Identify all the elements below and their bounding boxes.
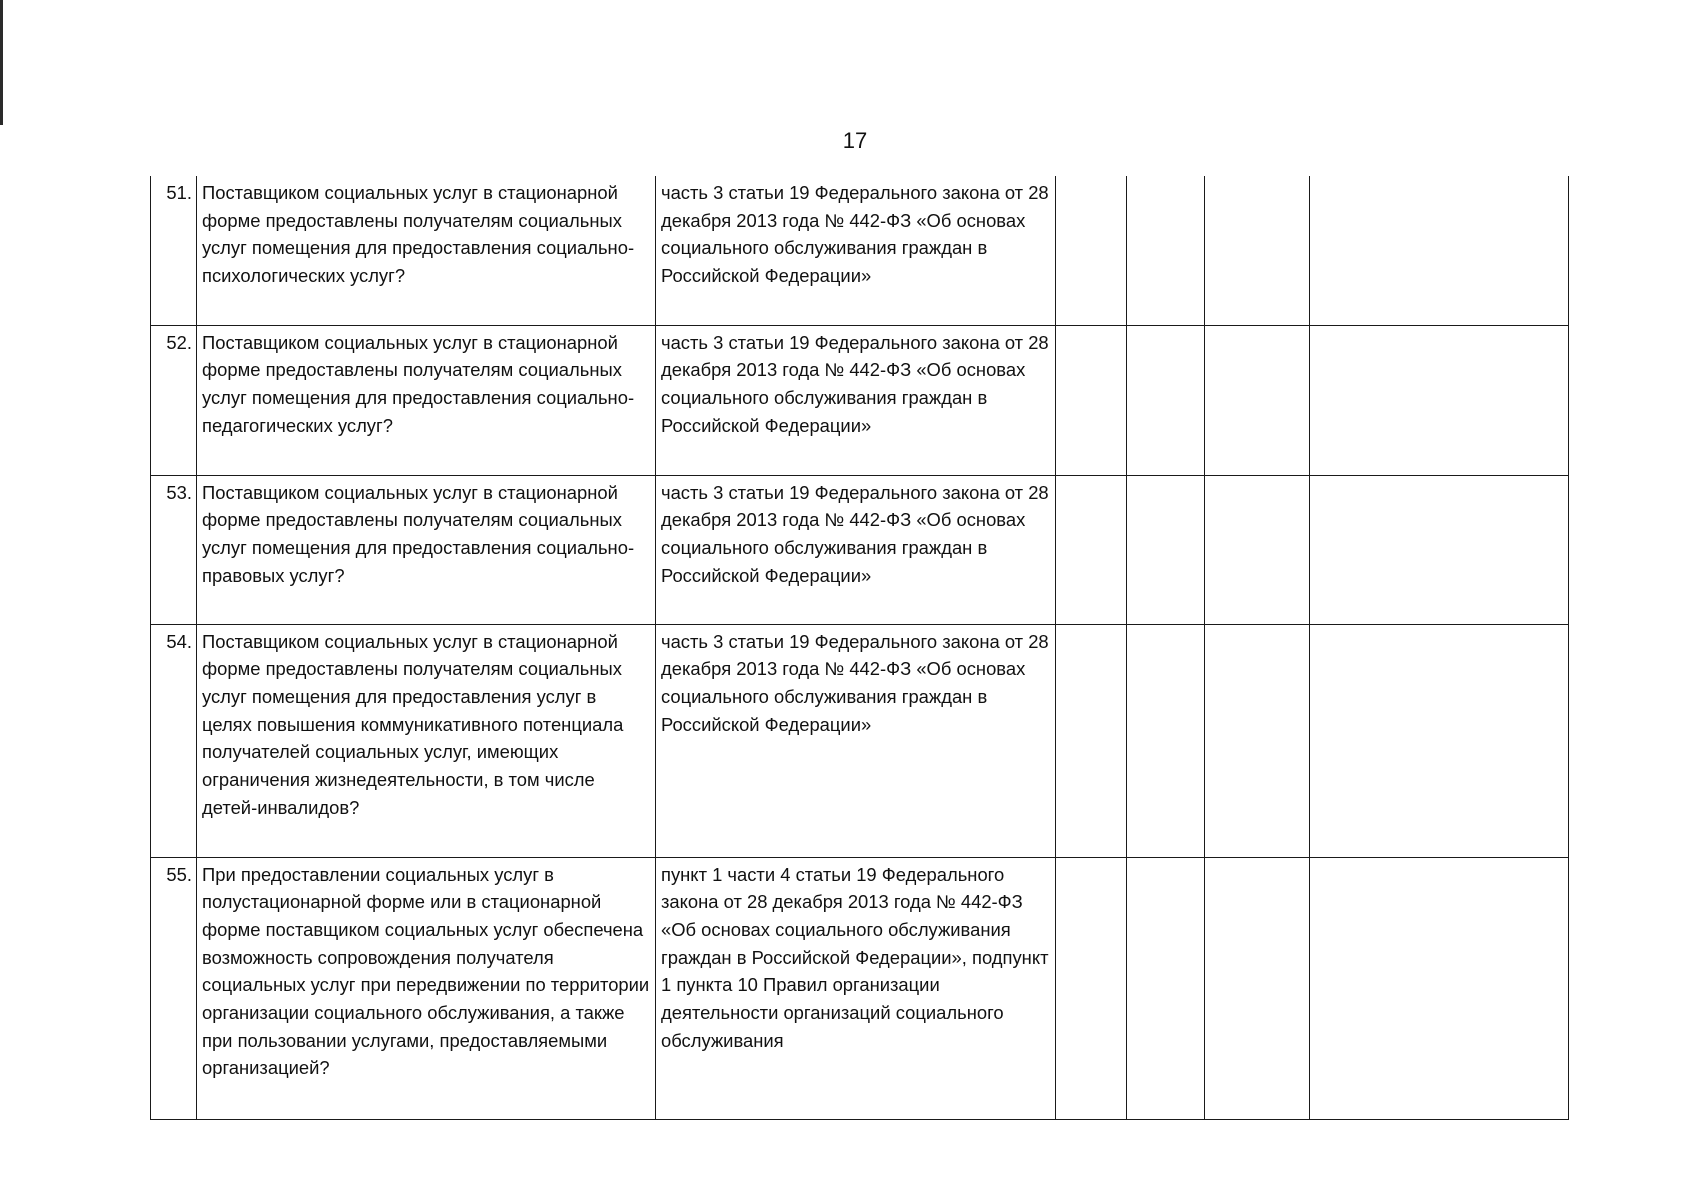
row-number: 51. [151, 176, 197, 325]
question-cell [197, 325, 656, 475]
question-cell [197, 857, 656, 1119]
reference-cell [656, 857, 1056, 1119]
answer-yes-cell[interactable] [1056, 475, 1127, 624]
reference-cell [656, 325, 1056, 475]
question-cell [197, 475, 656, 624]
question-cell [197, 624, 656, 857]
reference-cell [656, 475, 1056, 624]
table-row [151, 475, 1569, 624]
answer-no-cell[interactable] [1127, 624, 1205, 857]
table-row [151, 176, 1569, 325]
answer-no-cell[interactable] [1127, 176, 1205, 325]
reference-text: часть 3 статьи 19 Федерального закона от 28 декабря 2013 года № 442-ФЗ «Об основах социального обслуживания граждан в Российской Федерации» [661, 182, 1049, 287]
answer-na-cell[interactable] [1205, 176, 1310, 325]
question-cell [197, 176, 656, 325]
reference-text: часть 3 статьи 19 Федерального закона от 28 декабря 2013 года № 442-ФЗ «Об основах социального обслуживания граждан в Российской Федерации» [661, 481, 1049, 586]
page-number: 17 [842, 128, 868, 153]
row-number: 52. [151, 325, 197, 475]
reference-cell [656, 176, 1056, 325]
answer-yes-cell[interactable] [1056, 857, 1127, 1119]
row-number: 53. [151, 475, 197, 624]
notes-cell[interactable] [1310, 325, 1569, 475]
notes-cell[interactable] [1310, 475, 1569, 624]
question-text: Поставщиком социальных услуг в стационарной форме предоставлены получателям социальных услуг помещения для предоставления социально-педагогических услуг? [202, 331, 635, 436]
answer-no-cell[interactable] [1127, 475, 1205, 624]
answer-na-cell[interactable] [1205, 325, 1310, 475]
answer-na-cell[interactable] [1205, 475, 1310, 624]
answer-no-cell[interactable] [1127, 857, 1205, 1119]
answer-na-cell[interactable] [1205, 624, 1310, 857]
reference-cell [656, 624, 1056, 857]
answer-yes-cell[interactable] [1056, 624, 1127, 857]
table-row [151, 624, 1569, 857]
table-row [151, 857, 1569, 1119]
question-text: При предоставлении социальных услуг в полустационарной форме или в стационарной форме поставщиком социальных услуг обеспечена возможность сопровождения получателя социальных услуг при передвижении по территории организации социального обслуживания, а также при пользовании услугами, предоставляемыми организацией? [202, 863, 650, 1079]
question-text: Поставщиком социальных услуг в стационарной форме предоставлены получателям социальных услуг помещения для предоставления социально-психологических услуг? [202, 182, 635, 287]
reference-text: часть 3 статьи 19 Федерального закона от 28 декабря 2013 года № 442-ФЗ «Об основах социального обслуживания граждан в Российской Федерации» [661, 331, 1049, 436]
row-number: 55. [151, 857, 197, 1119]
notes-cell[interactable] [1310, 176, 1569, 325]
checklist-table [150, 176, 1569, 1120]
notes-cell[interactable] [1310, 857, 1569, 1119]
reference-text: пункт 1 части 4 статьи 19 Федерального закона от 28 декабря 2013 года № 442-ФЗ «Об основах социального обслуживания граждан в Российской Федерации», подпункт 1 пункта 10 Правил организации деятельности организаций социального обслуживания [661, 863, 1049, 1051]
answer-yes-cell[interactable] [1056, 176, 1127, 325]
question-text: Поставщиком социальных услуг в стационарной форме предоставлены получателям социальных услуг помещения для предоставления социально-правовых услуг? [202, 481, 635, 586]
answer-na-cell[interactable] [1205, 857, 1310, 1119]
answer-no-cell[interactable] [1127, 325, 1205, 475]
row-number: 54. [151, 624, 197, 857]
reference-text: часть 3 статьи 19 Федерального закона от 28 декабря 2013 года № 442-ФЗ «Об основах социального обслуживания граждан в Российской Федерации» [661, 630, 1049, 735]
table-row [151, 325, 1569, 475]
scan-edge-mark [0, 0, 3, 125]
notes-cell[interactable] [1310, 624, 1569, 857]
question-text: Поставщиком социальных услуг в стационарной форме предоставлены получателям социальных услуг помещения для предоставления услуг в целях повышения коммуникативного потенциала получателей социальных услуг, имеющих ограничения жизнедеятельности, в том числе детей-инвалидов? [202, 630, 624, 818]
answer-yes-cell[interactable] [1056, 325, 1127, 475]
